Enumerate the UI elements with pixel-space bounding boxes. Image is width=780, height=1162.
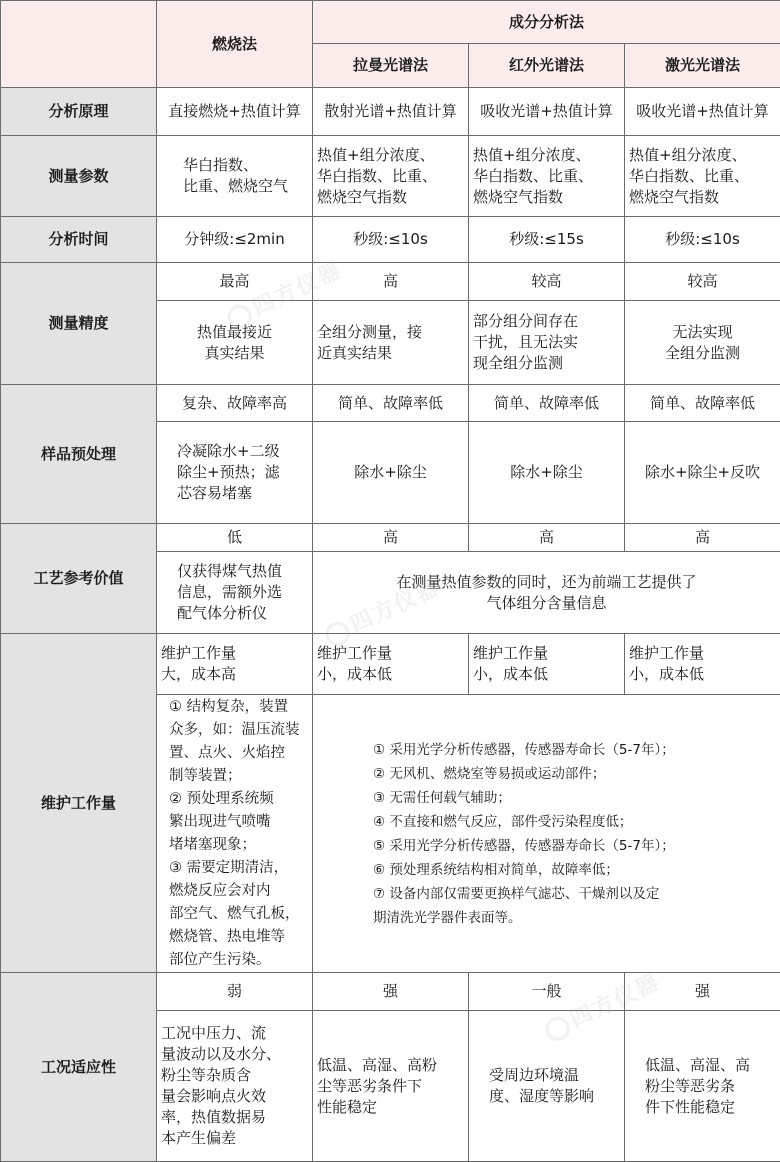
maintenance-item: ④ 不直接和燃气反应，部件受污染程度低； [373,810,776,834]
cell-precision-level-combustion: 最高 [157,263,313,301]
cell-adapt-desc-infrared: 受周边环境温 度、湿度等影响 [469,1011,625,1162]
row-label-time: 分析时间 [1,217,157,263]
watermark-logo: 四方仪器 [319,570,444,651]
cell-process-level-laser: 高 [625,524,780,552]
header-infrared: 红外光谱法 [469,44,625,88]
cell-adapt-level-combustion: 弱 [157,973,313,1011]
cell-pretreatment-level-raman: 简单、故障率低 [313,385,469,422]
cell-pretreatment-desc-combustion: 冷凝除水+二级 除尘+预热；滤 芯容易堵塞 [157,422,313,524]
maintenance-item: ⑦ 设备内部仅需要更换样气滤芯、干燥剂以及定 期清洗光学器件表面等。 [373,882,776,930]
cell-precision-desc-infrared: 部分组分间存在 干扰，且无法实 现全组分监测 [469,301,625,385]
cell-pretreatment-level-laser: 简单、故障率低 [625,385,780,422]
cell-maintenance-desc-combustion: ① 结构复杂，装置 众多，如：温压流装 置、点火、火焰控 制等装置； ② 预处理系统频 繁出现进气喷嘴 堵堵塞现象； ③ 需要定期清洁， 燃烧反应会对内 部空气、燃气孔板， 燃烧管、热电堆等 部位产生污染。 [157,695,313,973]
header-raman: 拉曼光谱法 [313,44,469,88]
cell-principle-raman: 散射光谱+热值计算 [313,88,469,136]
cell-process-level-combustion: 低 [157,524,313,552]
cell-pretreatment-desc-infrared: 除水+除尘 [469,422,625,524]
watermark-logo: 四方仪器 [539,965,664,1046]
row-label-principle: 分析原理 [1,88,157,136]
maintenance-item: ⑤ 采用光学分析传感器，传感器寿命长（5-7年）； [373,834,776,858]
cell-principle-combustion: 直接燃烧+热值计算 [157,88,313,136]
header-combustion: 燃烧法 [157,1,313,88]
cell-maintenance-level-infrared: 维护工作量 小，成本低 [469,634,625,695]
cell-precision-desc-raman: 全组分测量，接 近真实结果 [313,301,469,385]
row-label-maintenance: 维护工作量 [1,634,157,973]
cell-principle-laser: 吸收光谱+热值计算 [625,88,780,136]
cell-adapt-level-laser: 强 [625,973,780,1011]
maintenance-list [373,738,776,930]
row-label-adaptability: 工况适应性 [1,973,157,1162]
cell-pretreatment-desc-raman: 除水+除尘 [313,422,469,524]
maintenance-item: ③ 无需任何载气辅助； [373,786,776,810]
header-component-group: 成分分析法 [313,1,780,44]
cell-parameters-laser: 热值+组分浓度、 华白指数、比重、 燃烧空气指数 [625,136,780,217]
cell-pretreatment-desc-laser: 除水+除尘+反吹 [625,422,780,524]
cell-time-laser: 秒级:≤10s [625,217,780,263]
cell-principle-infrared: 吸收光谱+热值计算 [469,88,625,136]
cell-precision-level-laser: 较高 [625,263,780,301]
row-label-precision: 测量精度 [1,263,157,385]
cell-adapt-desc-laser: 低温、高湿、高 粉尘等恶劣条 件下性能稳定 [625,1011,780,1162]
maintenance-item: ② 无风机、燃烧室等易损或运动部件； [373,762,776,786]
cell-process-level-infrared: 高 [469,524,625,552]
maintenance-item: ⑥ 预处理系统结构相对简单，故障率低； [373,858,776,882]
cell-pretreatment-level-infrared: 简单、故障率低 [469,385,625,422]
header-laser: 激光光谱法 [625,44,780,88]
cell-adapt-desc-raman: 低温、高湿、高粉 尘等恶劣条件下 性能稳定 [313,1011,469,1162]
cell-process-level-raman: 高 [313,524,469,552]
cell-maintenance-level-raman: 维护工作量 小，成本低 [313,634,469,695]
cell-adapt-desc-combustion: 工况中压力、流 量波动以及水分、 粉尘等杂质含 量会影响点火效 率，热值数据易 本产生偏差 [157,1011,313,1162]
corner-cell [1,1,157,88]
cell-time-raman: 秒级:≤10s [313,217,469,263]
cell-time-infrared: 秒级:≤15s [469,217,625,263]
cell-maintenance-desc-component [313,695,780,973]
row-label-pretreatment: 样品预处理 [1,385,157,524]
cell-adapt-level-infrared: 一般 [469,973,625,1011]
cell-maintenance-level-laser: 维护工作量 小，成本低 [625,634,780,695]
cell-precision-level-raman: 高 [313,263,469,301]
cell-process-desc-component: 在测量热值参数的同时，还为前端工艺提供了 气体组分含量信息 [313,552,780,634]
cell-maintenance-level-combustion: 维护工作量 大，成本高 [157,634,313,695]
cell-parameters-raman: 热值+组分浓度、 华白指数、比重、 燃烧空气指数 [313,136,469,217]
cell-parameters-infrared: 热值+组分浓度、 华白指数、比重、 燃烧空气指数 [469,136,625,217]
row-label-process-value: 工艺参考价值 [1,524,157,634]
maintenance-item: ① 采用光学分析传感器，传感器寿命长（5-7年）； [373,738,776,762]
row-label-parameters: 测量参数 [1,136,157,217]
cell-precision-desc-laser: 无法实现 全组分监测 [625,301,780,385]
cell-process-desc-combustion: 仅获得煤气热值 信息，需额外选 配气体分析仪 [157,552,313,634]
cell-time-combustion: 分钟级:≤2min [157,217,313,263]
cell-precision-level-infrared: 较高 [469,263,625,301]
watermark-logo: 四方仪器 [221,253,346,334]
cell-adapt-level-raman: 强 [313,973,469,1011]
cell-pretreatment-level-combustion: 复杂、故障率高 [157,385,313,422]
cell-parameters-combustion: 华白指数、 比重、燃烧空气 [157,136,313,217]
cell-precision-desc-combustion: 热值最接近 真实结果 [157,301,313,385]
